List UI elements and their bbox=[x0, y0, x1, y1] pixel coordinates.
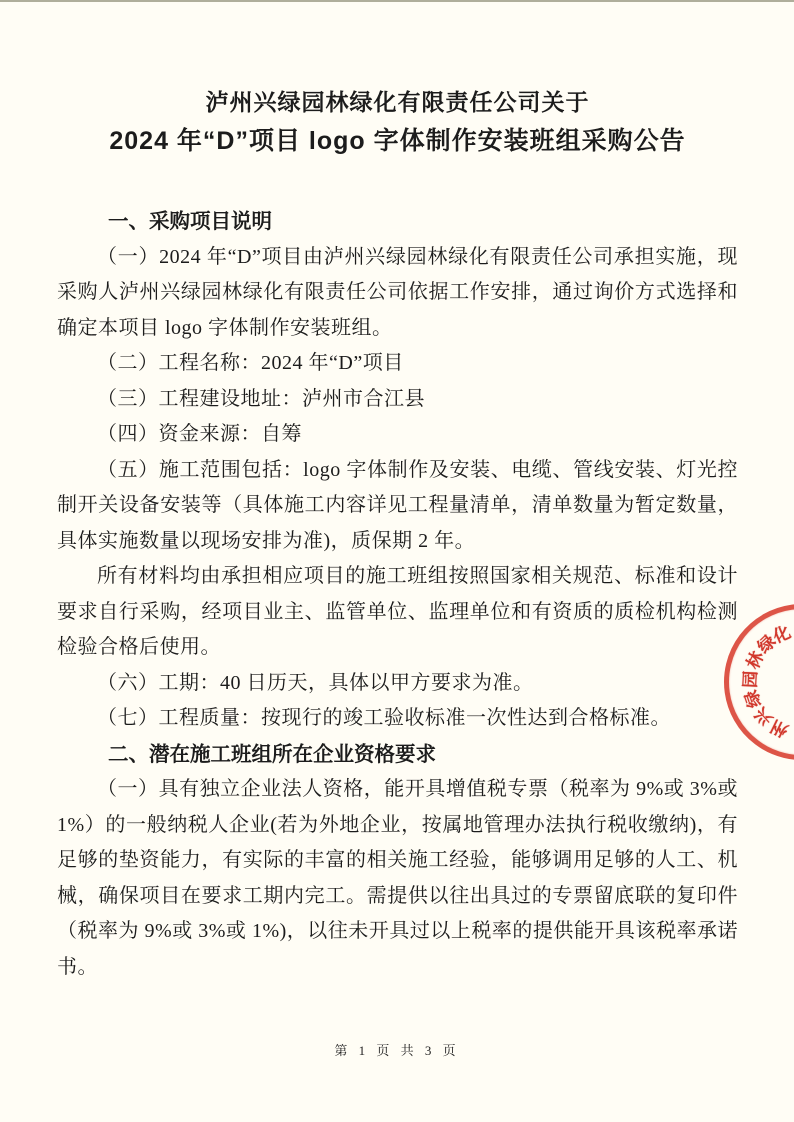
seal-character: 兴 bbox=[750, 703, 777, 730]
page-number-footer: 第 1 页 共 3 页 bbox=[334, 1043, 460, 1058]
seal-character: 州 bbox=[767, 716, 792, 741]
document-title-line2: 2024 年“D”项目 logo 字体制作安装班组采购公告 bbox=[109, 127, 686, 155]
paragraph: （三）工程建设地址：泸州市合江县 bbox=[97, 387, 425, 410]
seal-character: 林 bbox=[743, 648, 768, 672]
paragraph: 所有材料均由承担相应项目的施工班组按照国家相关规范、标准和设计要求自行采购，经项目业主、监管单位、监理单位和有资质的质检机构检测检验合格后使用。 bbox=[57, 565, 738, 658]
document-title-line1: 泸州兴绿园林绿化有限责任公司关于 bbox=[205, 89, 590, 115]
section-heading-1: 一、采购项目说明 bbox=[108, 210, 272, 233]
document-content bbox=[57, 0, 738, 985]
paragraph: （七）工程质量：按现行的竣工验收标准一次性达到合格标准。 bbox=[97, 707, 671, 729]
section-heading-2: 二、潜在施工班组所在企业资格要求 bbox=[108, 742, 436, 766]
seal-character: 绿 bbox=[741, 687, 766, 710]
paragraph: （五）施工范围包括：logo 字体制作及安装、电缆、管线安装、灯光控制开关设备安装等（具体施工内容详见工程量清单，清单数量为暂定数量，具体实施数量以现场安排为准)，质保期 2 年。 bbox=[57, 458, 738, 552]
seal-character: 化 bbox=[770, 622, 794, 647]
seal-character: 园 bbox=[740, 670, 761, 689]
paragraph: （四）资金来源：自筹 bbox=[97, 423, 302, 445]
paragraph: （二）工程名称：2024 年“D”项目 bbox=[97, 352, 404, 374]
seal-character: 绿 bbox=[754, 631, 780, 658]
paragraph: （一）具有独立企业法人资格，能开具增值税专票（税率为 9%或 3%或 1%）的一般纳税人企业(若为外地企业，按属地管理办法执行税收缴纳)，有足够的垫资能力，有实际的丰富的相关施工经验，能够调用足够的人工、机械，确保项目在要求工期内完工。需提供以往出具过的专票留底联的复印件（税率为 9%或 3%或 1%)，以往未开具过以上税率的提供能开具该税率承诺书。 bbox=[57, 778, 738, 978]
paragraph: （一）2024 年“D”项目由泸州兴绿园林绿化有限责任公司承担实施，现采购人泸州兴绿园林绿化有限责任公司依据工作安排，通过询价方式选择和确定本项目 logo 字体制作安装班组。 bbox=[57, 245, 738, 339]
paragraph: （六）工期：40 日历天，具体以甲方要求为准。 bbox=[97, 671, 534, 694]
